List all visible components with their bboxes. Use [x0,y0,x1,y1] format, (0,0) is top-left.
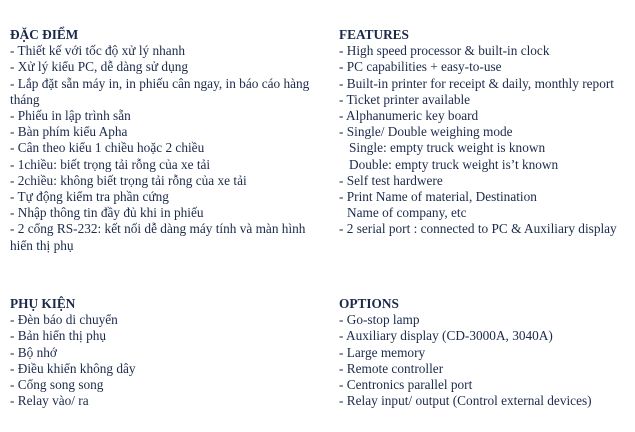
list-item: - Điều khiển không dây [10,360,136,376]
list-item: - Cổng song song [10,377,104,393]
list-item: - 2 serial port : connected to PC & Auxiliary display [339,221,617,237]
list-item: - Auxiliary display (CD-3000A, 3040A) [339,328,553,344]
en-options-section [339,296,631,409]
list-item: - Alphanumeric key board [339,108,479,124]
list-item: - Self test hardwere [339,172,443,188]
list-item: - 2chiều: không biết trọng tải rỗng của xe tải [10,172,247,188]
list-item: - Print Name of material, Destination [339,189,537,205]
list-item: - Centronics parallel port [339,377,473,393]
list-item: - Phiếu in lập trình sẵn [10,108,131,124]
list-item: - Thiết kế với tốc độ xử lý nhanh [10,43,186,59]
list-item: - Đèn báo di chuyển [10,312,118,328]
list-subitem: Single: empty truck weight is known [349,140,546,156]
list-subitem: Double: empty truck weight is’t known [349,156,559,172]
list-item: - Relay input/ output (Control external devices) [339,393,592,409]
list-item: - Lắp đặt sẵn máy in, in phiếu cân ngay, in báo cáo hàng tháng [10,75,310,107]
list-item: - Relay vào/ ra [10,393,89,409]
section-heading: ĐẶC ĐIỂM [10,27,79,42]
list-item: - Built-in printer for receipt & daily, monthly report [339,75,614,91]
en-features-section [339,27,631,238]
list-item: - 1chiều: biết trọng tải rỗng của xe tải [10,156,211,172]
list-item: - 2 cổng RS-232: kết nối dễ dàng máy tính và màn hình hiển thị phụ [10,221,306,253]
list-item: - Ticket printer available [339,91,471,107]
list-item: - High speed processor & built-in clock [339,43,550,59]
vn-features-section [10,27,325,254]
section-heading: PHỤ KIỆN [10,296,76,311]
section-heading: OPTIONS [339,296,399,311]
list-subitem: Name of company, etc [347,205,467,221]
list-item: - Xử lý kiểu PC, dễ dàng sử dụng [10,59,189,75]
list-item: - Go-stop lamp [339,312,420,328]
list-item: - PC capabilities + easy-to-use [339,59,502,75]
list-item: - Bản hiển thị phụ [10,328,107,344]
list-item: - Nhập thông tin đầy đủ khi in phiếu [10,205,204,221]
list-item: - Cân theo kiểu 1 chiều hoặc 2 chiều [10,140,205,156]
vn-accessories-section [10,296,325,409]
list-item: - Single/ Double weighing mode [339,124,513,140]
list-item: - Remote controller [339,360,444,376]
section-heading: FEATURES [339,27,409,42]
list-item: - Tự động kiểm tra phần cứng [10,189,169,205]
list-item: - Large memory [339,344,426,360]
list-item: - Bàn phím kiểu Apha [10,124,128,140]
list-item: - Bộ nhớ [10,344,57,360]
